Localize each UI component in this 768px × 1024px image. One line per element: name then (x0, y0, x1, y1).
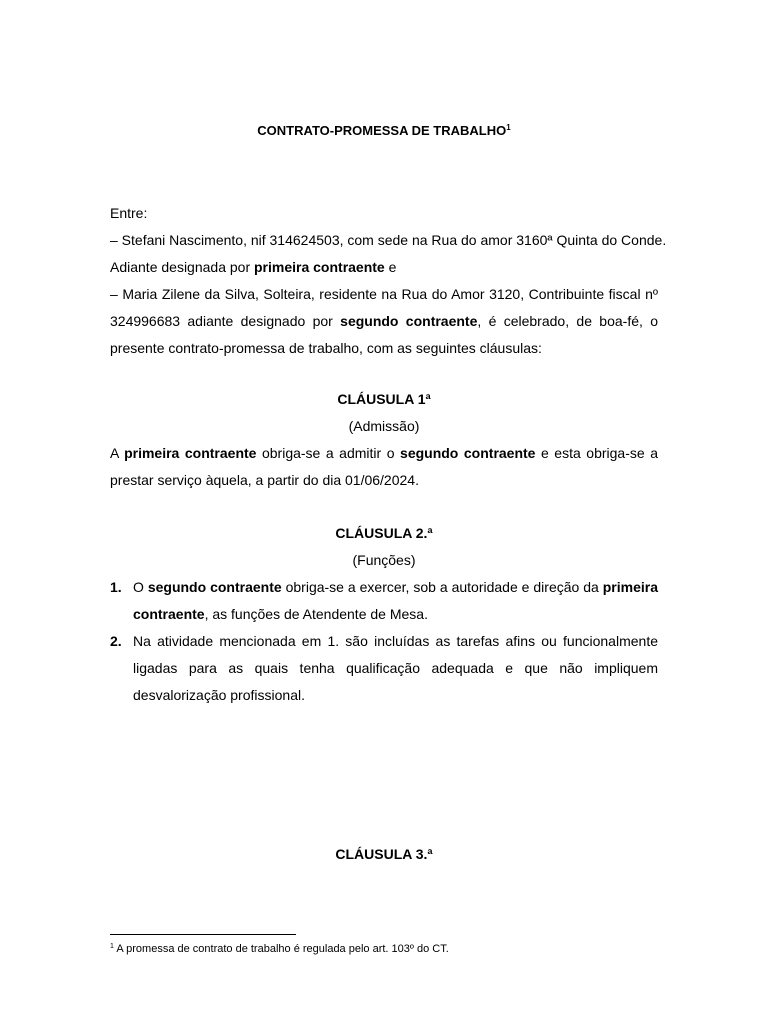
clause1-heading: CLÁUSULA 1ª (337, 391, 431, 407)
item1-bold-b: primeira contraente (133, 579, 658, 622)
title-footnote-mark[interactable]: 1 (506, 123, 511, 132)
clause1-text-b: obriga-se a admitir o (256, 445, 401, 461)
item1-text-c: , as funções de Atendente de Mesa. (204, 606, 428, 622)
clause2-item-1 (110, 574, 658, 628)
party2-text-post: , é celebrado, de boa-fé, o presente contrato-promessa de trabalho, com as seguintes cláusulas: (110, 313, 659, 356)
clause1-text-a: A (110, 445, 125, 461)
footnote (110, 942, 658, 956)
clause1-bold-a: primeira contraente (124, 445, 257, 461)
list-item-text (133, 574, 658, 628)
clause1-paragraph (110, 440, 658, 494)
intro-entre: Entre: (110, 205, 148, 221)
item1-text-b: obriga-se a exercer, sob a autoridade e direção da (281, 579, 603, 595)
item1-bold-a: segundo contraente (147, 579, 282, 595)
clause2-heading: CLÁUSULA 2.ª (335, 525, 433, 541)
footnote-mark: 1 (110, 943, 114, 950)
clause3-heading: CLÁUSULA 3.ª (335, 846, 433, 862)
party2-text-pre: – Maria Zilene da Silva, Solteira, residente na Rua do Amor 3120, Contribuinte fiscal nº 324996683 adiante designado por (110, 286, 658, 329)
item1-text-a: O (133, 579, 148, 595)
list-item-text: Na atividade mencionada em 1. são incluídas as tarefas afins ou funcionalmente ligadas para as quais tenha qualificação adequada e que não impliquem desvalorização profissional. (133, 633, 658, 703)
party1-designation (110, 254, 658, 281)
clause1-subtitle: (Admissão) (348, 418, 420, 434)
clause1-bold-b: segundo contraente (400, 445, 536, 461)
party2-paragraph (110, 281, 658, 362)
document-title (110, 123, 658, 139)
clause2-item-2 (110, 628, 658, 709)
party1-line: – Stefani Nascimento, nif 314624503, com sede na Rua do amor 3160ª Quinta do Conde. (110, 232, 667, 248)
party1-designation-post: e (384, 259, 397, 275)
document-title-text: CONTRATO-PROMESSA DE TRABALHO (257, 123, 507, 138)
party1-designation-pre: Adiante designada por (110, 259, 254, 275)
list-number: 1. (110, 579, 122, 595)
party2-role: segundo contraente (340, 313, 478, 329)
party1-role: primeira contraente (254, 259, 385, 275)
footnote-text: A promessa de contrato de trabalho é regulada pelo art. 103º do CT. (113, 943, 449, 955)
clause1-text-c: e esta obriga-se a prestar serviço àquela, a partir do dia 01/06/2024. (110, 445, 658, 488)
clause2-subtitle: (Funções) (352, 552, 416, 568)
footnote-separator (110, 934, 296, 935)
list-number: 2. (110, 633, 122, 649)
